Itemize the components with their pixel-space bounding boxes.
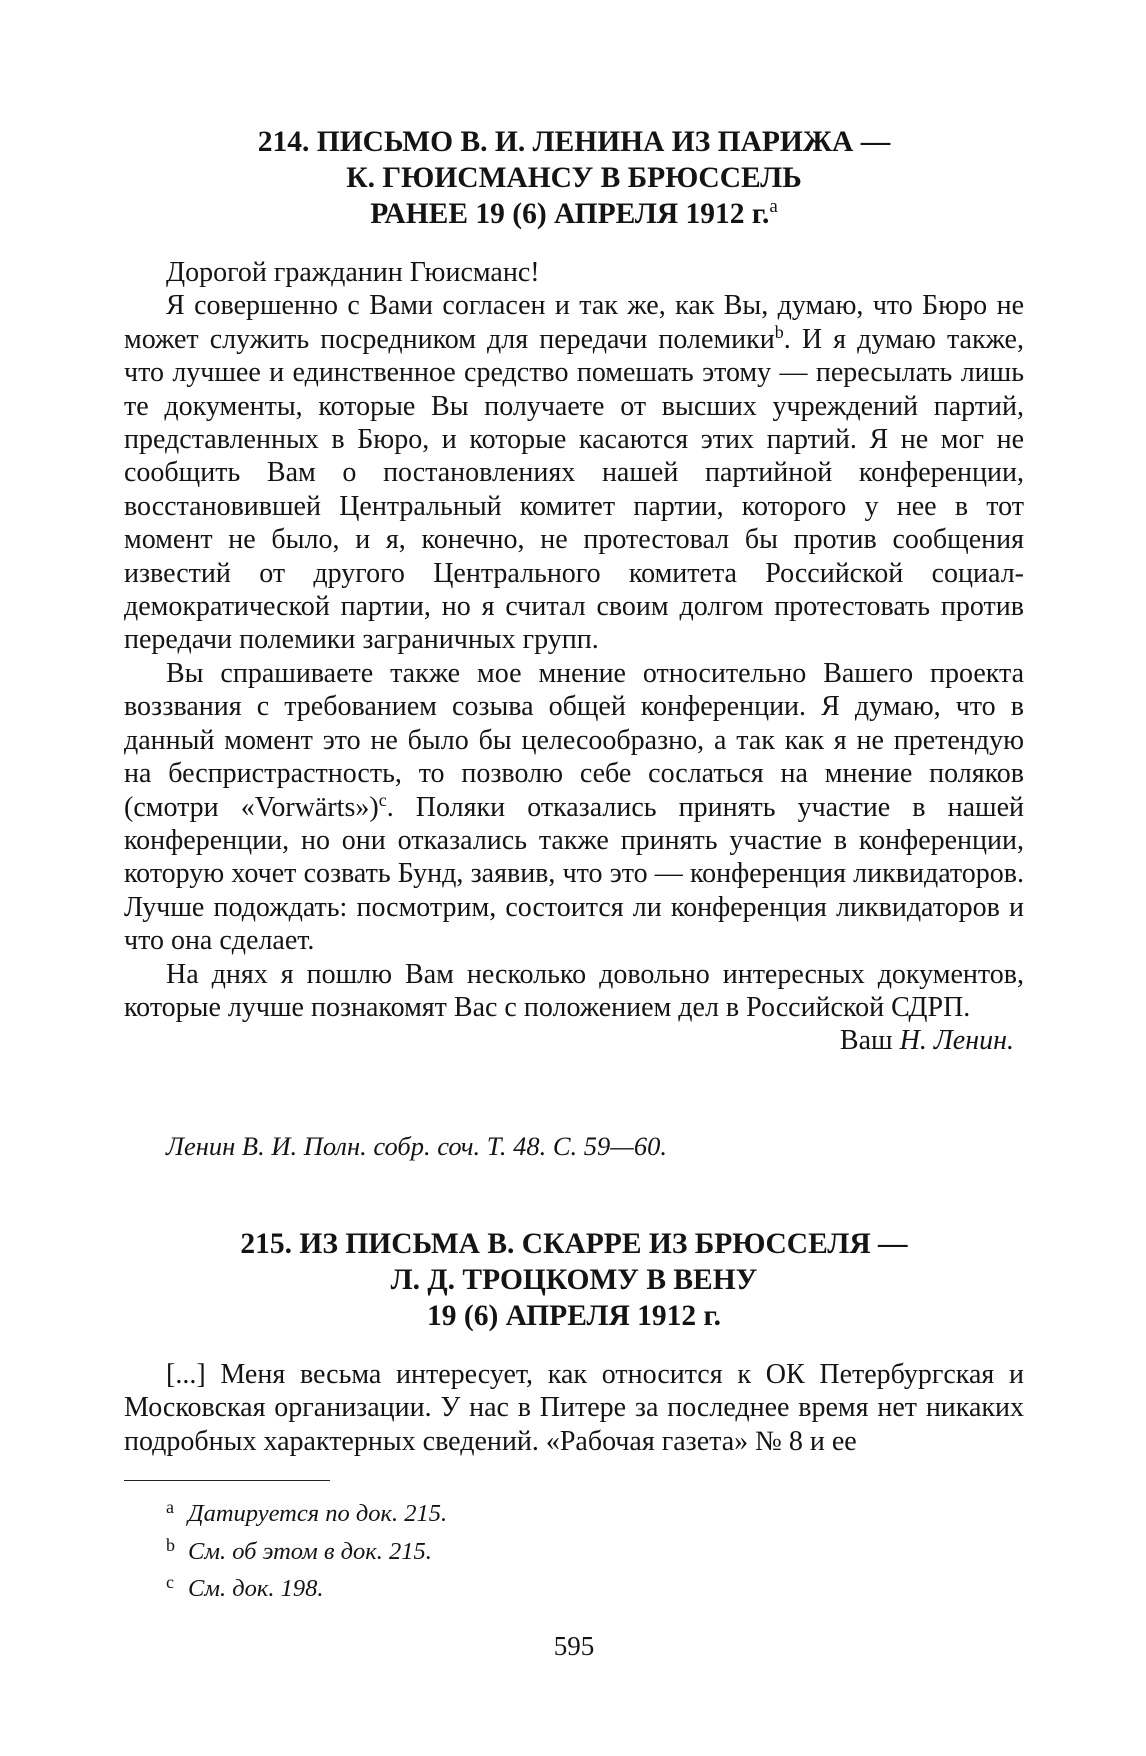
title-line: К. ГЮИСМАНСУ В БРЮССЕЛЬ [346,162,802,194]
footnote-text: См. док. 198. [188,1575,324,1602]
footnote-text: Датируется по док. 215. [188,1500,448,1527]
title-line: 214. ПИСЬМО В. И. ЛЕНИНА ИЗ ПАРИЖА — [257,126,891,158]
title-line [124,196,1024,232]
paragraph-text: Я совершенно с Вами согласен и так же, как Вы, думаю, что Бюро не может служить посредником для передачи полемики [124,290,1024,355]
paragraph: На днях я пошлю Вам несколько довольно интересных документов, которые лучше познакомят Вас с положением дел в Российской СДРП. [124,958,1024,1023]
footnote [166,1530,447,1568]
footnote-mark: b [166,1534,175,1555]
footnote-divider [124,1480,330,1481]
paragraph-text: . И я думаю также, что лучшее и единственное средство помешать этому — пересылать лишь те документы, которые Вы получаете от высших учреждений партий, представленных в Бюро, и которые касаются этих партий. Я не мог не сообщить Вам о постановлениях нашей партийной конференции, восстановившей Центральный комитет партии, которого у нее в тот момент не было, и я, конечно, не протестовал бы против сообщения известий от другого Центрального комитета Российской социал-демократической партии, но я считал своим долгом протестовать против передачи полемики заграничных групп. [124,323,1024,656]
footnote-mark: c [166,1572,174,1592]
title-line: 215. ИЗ ПИСЬМА В. СКАРРЕ ИЗ БРЮССЕЛЯ — [240,1228,908,1260]
greeting: Дорогой гражданин Гюисманс! [166,257,540,288]
document-214-body [124,256,1024,1058]
footnote-ref: а [769,196,778,217]
footnote-text: См. об этом в док. 215. [188,1537,432,1565]
footnote [166,1492,447,1530]
document-214-title [124,124,1024,232]
source-citation: Ленин В. И. Полн. собр. соч. Т. 48. С. 59—60. [166,1131,667,1161]
footnote [166,1567,447,1605]
signature-name: Н. Ленин. [899,1025,1014,1057]
signature-prefix: Ваш [839,1025,900,1057]
title-line: Л. Д. ТРОЦКОМУ В ВЕНУ [390,1264,758,1296]
footnote-ref: b [774,321,784,342]
paragraph-text: . Поляки отказались принять участие в нашей конференции, но они отказались также принять участие в конференции, которую хочет созвать Бунд, заявив, что это — конференция ликвидаторов. Лучше подождать: посмотрим, состоится ли конференция ликвидаторов и что она сделает. [124,791,1025,957]
document-215-title [124,1226,1024,1334]
footnotes [166,1492,447,1605]
footnote-ref: с [378,789,387,810]
document-215-body [124,1358,1024,1458]
footnote-mark: a [166,1497,174,1517]
paragraph-text: Вы спрашиваете также мое мнение относительно Вашего проекта воззвания с требованием созыва общей конференции. Я думаю, что в данный момент это не было бы целесообразно, а так как я не претендую на беспристрастность, то позволю себе сослаться на мнение поляков (смотри «Vorwärts») [124,657,1024,823]
paragraph [124,289,1024,656]
signature [124,1024,1024,1057]
page-number: 595 [553,1631,595,1661]
paragraph [124,657,1024,958]
paragraph: [...] Меня весьма интересует, как относится к ОК Петербургская и Московская организации. У нас в Питере за последнее время нет никаких подробных характерных сведений. «Рабочая газета» № 8 и ее [124,1359,1024,1457]
book-page [124,0,1024,1756]
title-line: 19 (6) АПРЕЛЯ 1912 г. [427,1300,721,1332]
title-line-text: РАНЕЕ 19 (6) АПРЕЛЯ 1912 г. [370,198,770,230]
